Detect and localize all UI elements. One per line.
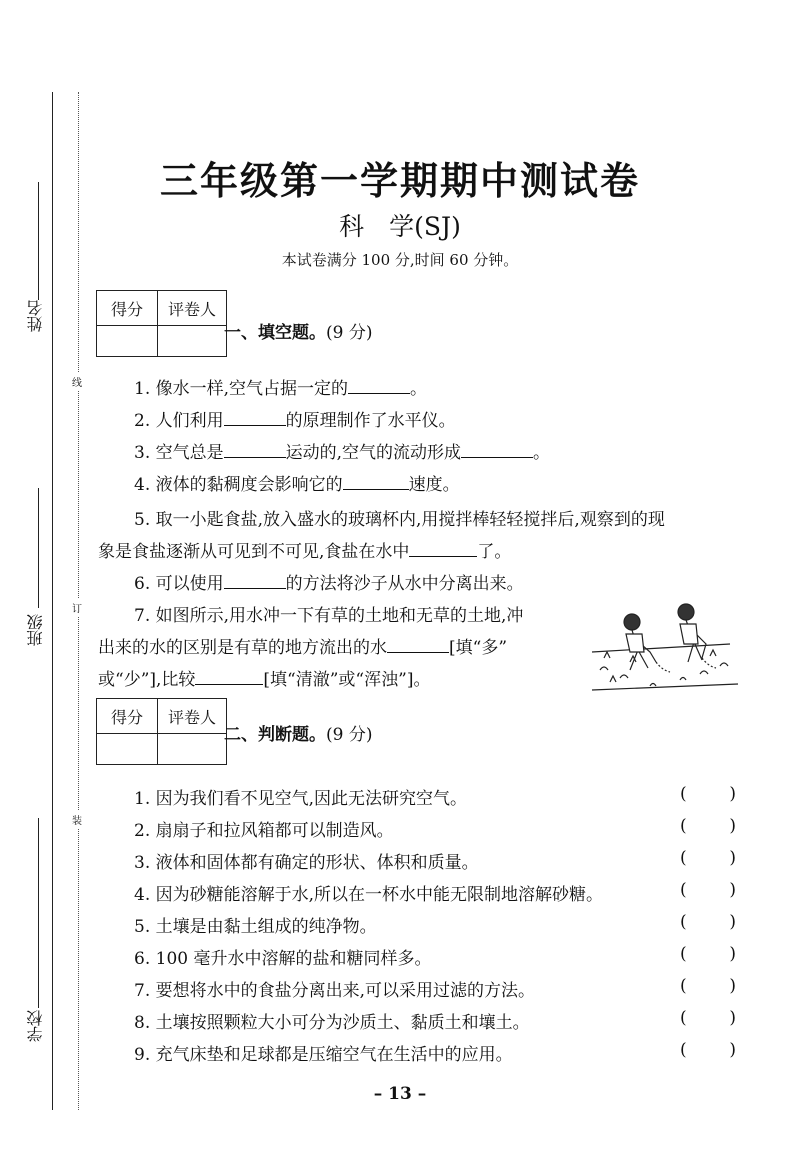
paren-close: ) — [729, 912, 736, 932]
section1-title: 一、填空题。 — [224, 323, 326, 343]
grader-cell[interactable] — [158, 326, 227, 357]
q4-end: 速度。 — [408, 475, 460, 495]
judge-item-6: 6. 100 毫升水中溶解的盐和糖同样多。 — [134, 949, 432, 969]
grader-cell-2[interactable] — [158, 734, 227, 765]
answer-paren-5[interactable] — [680, 912, 736, 932]
paren-open: ( — [680, 816, 687, 836]
answer-paren-6[interactable] — [680, 944, 736, 964]
q5-blank[interactable] — [409, 538, 477, 557]
section1-heading — [224, 318, 372, 343]
q6-end: 的方法将沙子从水中分离出来。 — [285, 574, 524, 594]
q2-end: 的原理制作了水平仪。 — [285, 411, 456, 431]
score-cell[interactable] — [97, 326, 158, 357]
q3-blank-1[interactable] — [224, 439, 286, 458]
q1-blank[interactable] — [348, 375, 410, 394]
paren-open: ( — [680, 784, 687, 804]
binding-line — [52, 92, 53, 1110]
fill-q7-line2 — [98, 633, 507, 658]
q3-mid: 运动的,空气的流动形成 — [285, 443, 462, 463]
q5-end: 了。 — [477, 542, 512, 562]
cut-mark-bind: 订 — [72, 598, 82, 617]
fill-q6 — [134, 569, 524, 594]
q3-blank-2[interactable] — [461, 439, 533, 458]
paren-open: ( — [680, 848, 687, 868]
judge-item-3: 3. 液体和固体都有确定的形状、体积和质量。 — [134, 853, 479, 873]
paren-open: ( — [680, 912, 687, 932]
judge-item-1: 1. 因为我们看不见空气,因此无法研究空气。 — [134, 789, 468, 809]
class-label: 班级 — [26, 614, 45, 646]
q7-hint-2: [填“清澈”或“浑浊”]。 — [263, 670, 431, 690]
judge-item-8: 8. 土壤按照颗粒大小可分为沙质土、黏质土和壤土。 — [134, 1013, 530, 1033]
fill-q2 — [134, 406, 456, 431]
fill-q5-line1: 5. 取一小匙食盐,放入盛水的玻璃杯内,用搅拌棒轻轻搅拌后,观察到的现 — [134, 510, 665, 530]
answer-paren-9[interactable] — [680, 1040, 736, 1060]
judge-item-4: 4. 因为砂糖能溶解于水,所以在一杯水中能无限制地溶解砂糖。 — [134, 885, 604, 905]
q3-text: 3. 空气总是 — [134, 443, 224, 463]
fill-q1 — [134, 374, 427, 399]
judge-item-2: 2. 扇扇子和拉风箱都可以制造风。 — [134, 821, 394, 841]
paren-close: ) — [729, 784, 736, 804]
grader-header: 评卷人 — [158, 291, 227, 326]
name-label: 姓名 — [26, 300, 45, 332]
q7-text-2: 或“少”],比较 — [98, 670, 196, 690]
section1-points: (9 分) — [326, 323, 373, 343]
section2-heading — [224, 720, 372, 745]
paren-close: ) — [729, 848, 736, 868]
paren-close: ) — [729, 1008, 736, 1028]
watering-soil-illustration — [590, 600, 740, 700]
paren-open: ( — [680, 976, 687, 996]
school-label: 学校 — [26, 1010, 45, 1042]
q4-text: 4. 液体的黏稠度会影响它的 — [134, 475, 343, 495]
paren-open: ( — [680, 944, 687, 964]
judge-item-7: 7. 要想将水中的食盐分离出来,可以采用过滤的方法。 — [134, 981, 536, 1001]
answer-paren-4[interactable] — [680, 880, 736, 900]
q4-blank[interactable] — [343, 471, 409, 490]
section2-title: 二、判断题。 — [224, 725, 326, 745]
fill-q7-line1: 7. 如图所示,用水冲一下有草的土地和无草的土地,冲 — [134, 606, 524, 626]
fill-q7-line3 — [98, 665, 430, 690]
judge-item-5: 5. 土壤是由黏土组成的纯净物。 — [134, 917, 377, 937]
q1-text: 1. 像水一样,空气占据一定的 — [134, 379, 349, 399]
school-blank — [38, 818, 39, 1008]
q2-text: 2. 人们利用 — [134, 411, 224, 431]
answer-paren-1[interactable] — [680, 784, 736, 804]
fill-q5-line2 — [98, 537, 511, 562]
page-title: 三年级第一学期期中测试卷 — [159, 158, 640, 203]
score-header: 得分 — [97, 291, 158, 326]
answer-paren-8[interactable] — [680, 1008, 736, 1028]
q7-hint-1: [填“多” — [449, 638, 508, 658]
page-subtitle: 科 学(SJ) — [339, 212, 461, 241]
score-header-2: 得分 — [97, 699, 158, 734]
q5-text: 象是食盐逐渐从可见到不可见,食盐在水中 — [98, 542, 410, 562]
paren-close: ) — [729, 816, 736, 836]
paren-open: ( — [680, 880, 687, 900]
answer-paren-3[interactable] — [680, 848, 736, 868]
section2-points: (9 分) — [326, 725, 373, 745]
q1-end: 。 — [410, 379, 428, 399]
cut-mark-line: 线 — [72, 372, 82, 391]
class-blank — [38, 488, 39, 608]
score-cell-2[interactable] — [97, 734, 158, 765]
fill-q4 — [134, 470, 460, 495]
paren-close: ) — [729, 1040, 736, 1060]
paren-open: ( — [680, 1040, 687, 1060]
paren-close: ) — [729, 880, 736, 900]
q6-text: 6. 可以使用 — [134, 574, 224, 594]
answer-paren-2[interactable] — [680, 816, 736, 836]
judge-item-9: 9. 充气床垫和足球都是压缩空气在生活中的应用。 — [134, 1045, 513, 1065]
answer-paren-7[interactable] — [680, 976, 736, 996]
q6-blank[interactable] — [224, 570, 286, 589]
paren-close: ) — [729, 976, 736, 996]
paren-open: ( — [680, 1008, 687, 1028]
page-number: – 13 – — [373, 1084, 427, 1104]
paren-close: ) — [729, 944, 736, 964]
q7-blank-1[interactable] — [387, 634, 449, 653]
fill-q3 — [134, 438, 550, 463]
q3-end: 。 — [533, 443, 551, 463]
q7-text: 出来的水的区别是有草的地方流出的水 — [98, 638, 387, 658]
q2-blank[interactable] — [224, 407, 286, 426]
score-box-2 — [96, 698, 227, 765]
score-box-1 — [96, 290, 227, 357]
cut-mark-install: 装 — [72, 810, 82, 829]
exam-note: 本试卷满分 100 分,时间 60 分钟。 — [281, 251, 519, 269]
grader-header-2: 评卷人 — [158, 699, 227, 734]
q7-blank-2[interactable] — [195, 666, 263, 685]
